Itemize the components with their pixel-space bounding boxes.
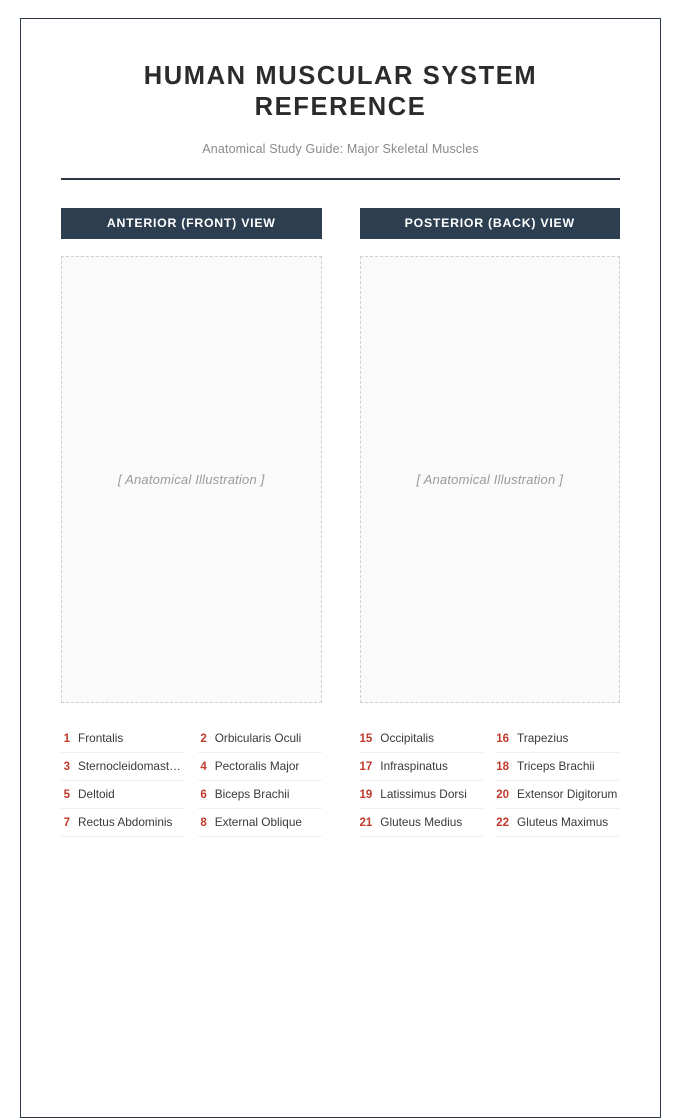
legend-label: Occipitalis <box>380 731 435 746</box>
legend-number: 8 <box>200 817 207 830</box>
legend-label: External Oblique <box>214 815 302 830</box>
legend-posterior <box>360 725 621 837</box>
legend-number: 6 <box>200 789 207 802</box>
list-item <box>496 725 620 753</box>
legend-number: 21 <box>359 817 373 830</box>
list-item <box>61 753 185 781</box>
legend-label: Orbicularis Oculi <box>214 731 302 746</box>
view-column-posterior <box>360 208 621 837</box>
legend-number: 4 <box>200 761 207 774</box>
legend-number: 7 <box>63 817 70 830</box>
list-item <box>496 809 620 837</box>
legend-label: Gluteus Maximus <box>517 815 609 830</box>
legend-label: Pectoralis Major <box>214 759 300 774</box>
masthead-divider <box>61 178 620 180</box>
list-item <box>198 725 322 753</box>
legend-number: 22 <box>496 817 510 830</box>
illustration-placeholder-posterior <box>360 256 621 703</box>
page-subtitle: Anatomical Study Guide: Major Skeletal Muscles <box>202 142 479 157</box>
legend-number: 15 <box>359 733 373 746</box>
legend-number: 1 <box>63 733 70 746</box>
legend-label: Gluteus Medius <box>380 815 463 830</box>
legend-number: 18 <box>496 761 510 774</box>
list-item <box>496 781 620 809</box>
section-header-anterior: ANTERIOR (FRONT) VIEW <box>61 208 322 239</box>
illustration-placeholder-label: [ Anatomical Illustration ] <box>117 472 265 488</box>
legend-label: Extensor Digitorum <box>517 787 618 802</box>
legend-number: 5 <box>63 789 70 802</box>
legend-number: 20 <box>496 789 510 802</box>
list-item <box>61 725 185 753</box>
list-item <box>360 725 484 753</box>
list-item <box>61 809 185 837</box>
list-item <box>496 753 620 781</box>
list-item <box>198 753 322 781</box>
legend-label: Latissimus Dorsi <box>380 787 467 802</box>
legend-anterior <box>61 725 322 837</box>
list-item <box>360 781 484 809</box>
views-container <box>61 208 620 837</box>
document-page <box>20 18 661 1118</box>
page-content <box>21 19 660 837</box>
legend-number: 19 <box>359 789 373 802</box>
page-title: HUMAN MUSCULAR SYSTEM REFERENCE <box>143 62 538 121</box>
illustration-placeholder-anterior <box>61 256 322 703</box>
view-column-anterior <box>61 208 322 837</box>
section-header-posterior: POSTERIOR (BACK) VIEW <box>360 208 621 239</box>
list-item <box>198 809 322 837</box>
legend-number: 2 <box>200 733 207 746</box>
legend-label: Biceps Brachii <box>214 787 290 802</box>
legend-label: Trapezius <box>517 731 569 746</box>
legend-label: Frontalis <box>78 731 124 746</box>
legend-number: 3 <box>63 761 70 774</box>
list-item <box>61 781 185 809</box>
legend-label: Sternocleidomastoid <box>78 759 185 774</box>
list-item <box>198 781 322 809</box>
list-item <box>360 753 484 781</box>
legend-label: Infraspinatus <box>380 759 448 774</box>
legend-label: Deltoid <box>78 787 115 802</box>
legend-label: Rectus Abdominis <box>78 815 173 830</box>
legend-number: 16 <box>496 733 510 746</box>
legend-number: 17 <box>359 761 373 774</box>
list-item <box>360 809 484 837</box>
illustration-placeholder-label: [ Anatomical Illustration ] <box>416 472 564 488</box>
legend-label: Triceps Brachii <box>517 759 595 774</box>
document-masthead <box>61 45 620 180</box>
